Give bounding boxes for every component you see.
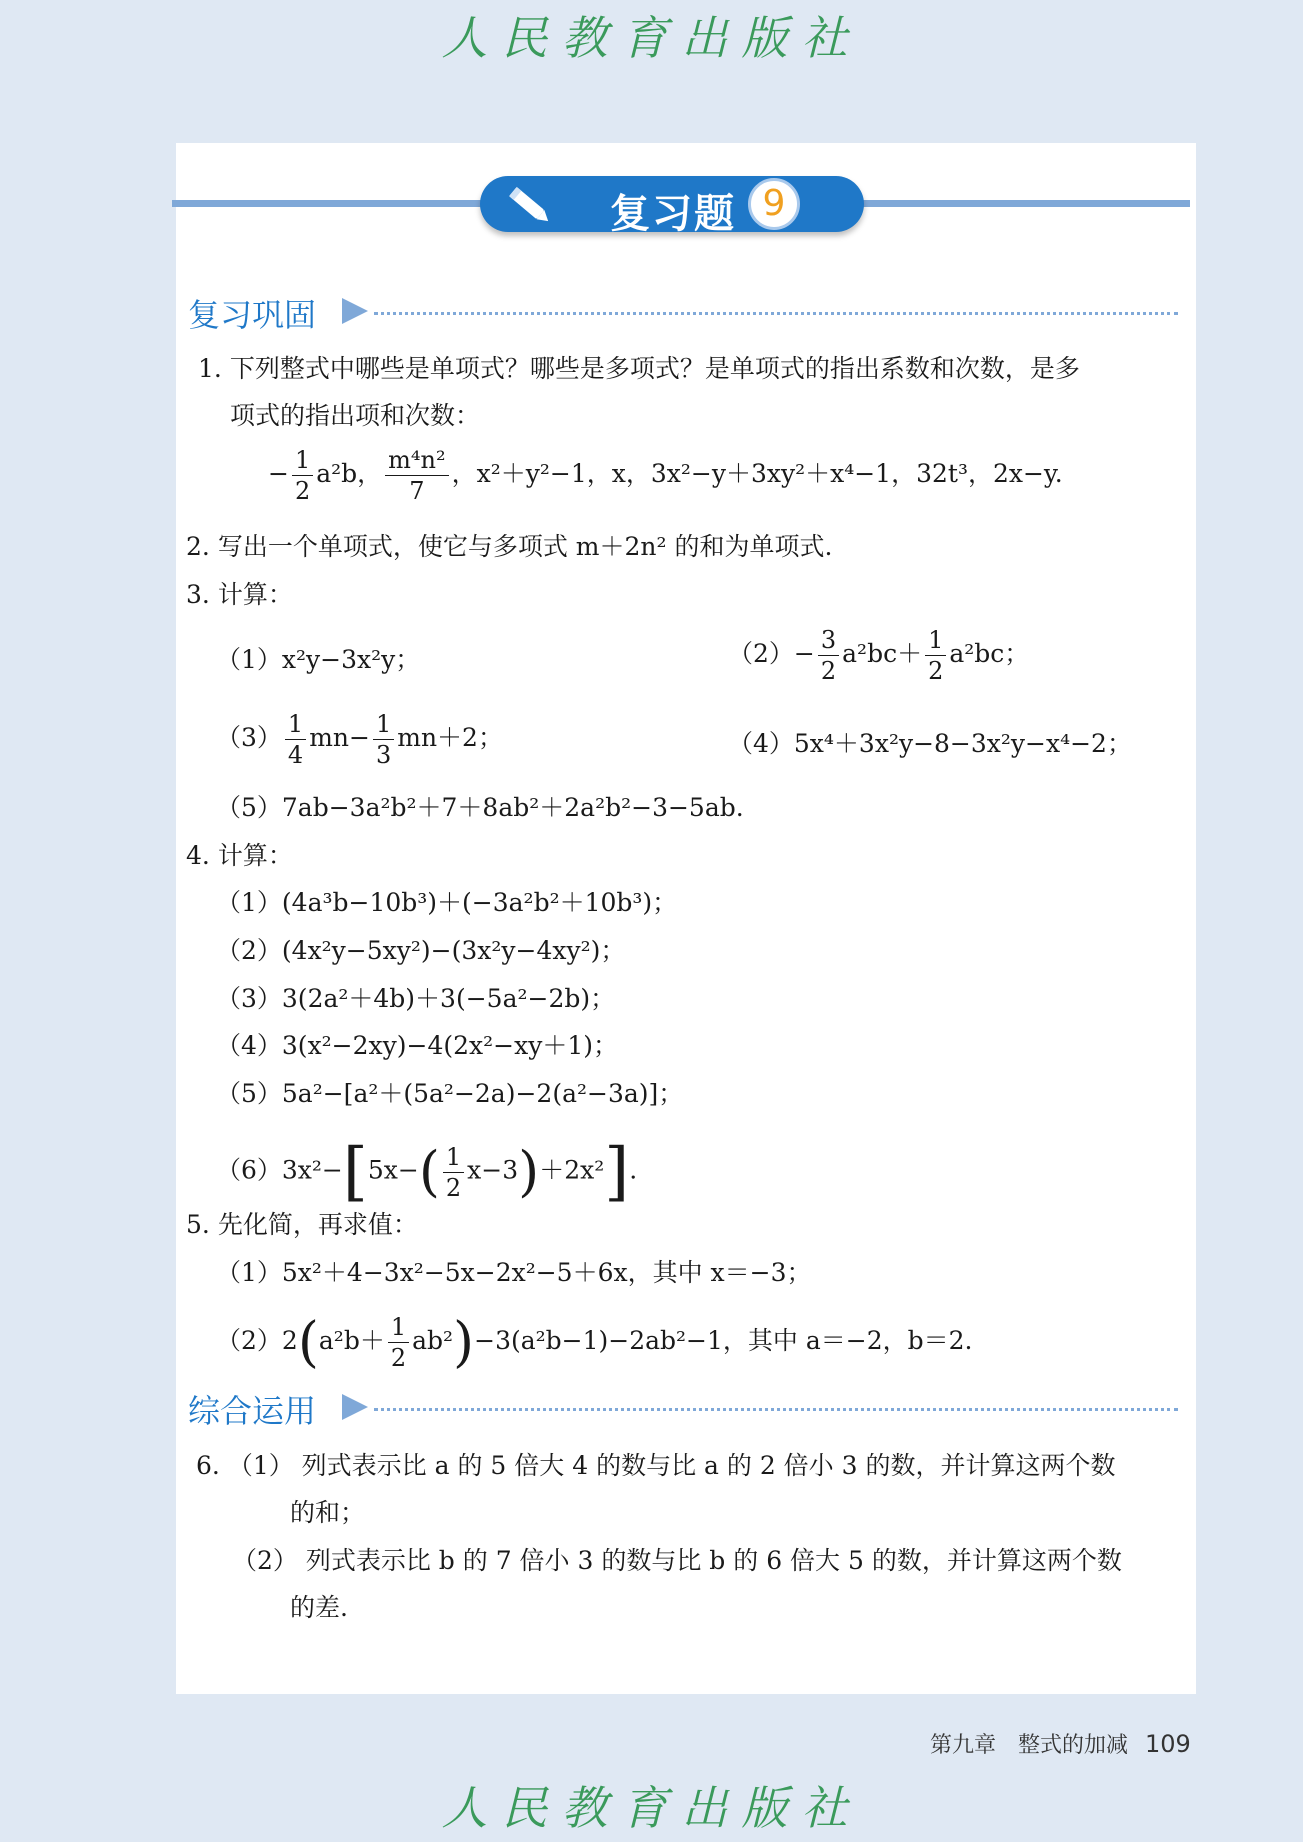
q6-part1-text2: 的和； <box>290 1498 366 1527</box>
exercise-number-badge: 9 <box>748 178 800 230</box>
q4-number: 4. <box>186 841 210 870</box>
open-bracket: [ <box>342 1135 368 1209</box>
fraction-denominator: 2 <box>445 1173 462 1202</box>
arrow-right-icon <box>340 1392 370 1426</box>
fraction-denominator: 3 <box>375 741 392 769</box>
publisher-watermark-top: 人民教育出版社 <box>441 11 862 65</box>
fraction <box>373 712 394 767</box>
q5-part2-label: （2）2 <box>216 1326 298 1355</box>
q3-heading-line <box>186 578 293 612</box>
fraction-numerator: m⁴n² <box>385 448 448 476</box>
q1-text-line2: 项式的指出项和次数： <box>230 401 481 430</box>
close-paren: ) <box>518 1140 540 1203</box>
q4-heading-line <box>186 839 293 873</box>
q3-part5: （5）7ab−3a²b²＋7＋8ab²＋2a²b²−3−5ab. <box>216 793 744 822</box>
fraction-numerator: 1 <box>925 628 946 656</box>
q4-part4: （4）3(x²−2xy)−4(2x²−xy＋1)； <box>216 1031 618 1060</box>
q1-text-line1: 下列整式中哪些是单项式？哪些是多项式？是单项式的指出系数和次数，是多 <box>229 354 1080 383</box>
section-apply <box>188 1386 1178 1434</box>
exercise-title-banner <box>480 176 864 237</box>
q4-part3: （3）3(2a²＋4b)＋3(−5a²−2b)； <box>216 984 616 1013</box>
q3-part4: （4）5x⁴＋3x²y−8−3x²y−x⁴−2； <box>728 729 1132 758</box>
fraction <box>385 448 448 503</box>
page-number: 109 <box>1145 1730 1191 1758</box>
q6-part2-label: （2） <box>232 1546 298 1575</box>
fraction-denominator: 2 <box>820 657 837 685</box>
fraction-numerator: 1 <box>388 1315 409 1343</box>
fraction-denominator: 2 <box>294 477 311 505</box>
q5-heading: 先化简，再求值： <box>217 1210 418 1239</box>
q4-part6-label: （6）3x²− <box>216 1155 343 1185</box>
fraction <box>443 1142 464 1202</box>
q5-part2-b: ab² <box>412 1326 454 1355</box>
q6-part1-line1 <box>196 1449 1115 1483</box>
fraction-denominator: 2 <box>390 1344 407 1372</box>
section-apply-title: 综合运用 <box>188 1392 317 1430</box>
q3-part2 <box>728 628 1029 683</box>
q3-heading: 计算： <box>217 580 293 609</box>
publisher-watermark-bottom: 人民教育出版社 <box>441 1781 862 1835</box>
q5-part1: （1）5x²＋4−3x²−5x−2x²−5＋6x，其中 x＝−3； <box>216 1258 812 1287</box>
q1-line1 <box>198 352 1080 386</box>
q6-number: 6. <box>196 1451 220 1480</box>
fraction <box>925 628 946 683</box>
pencil-icon <box>502 182 556 232</box>
q1-expr-a-tail: a²b， <box>316 459 383 488</box>
q4-part2: （2）(4x²y−5xy²)−(3x²y−4xy²)； <box>216 936 626 965</box>
arrow-right-icon <box>340 296 370 330</box>
q4-part1: （1）(4a³b−10b³)＋(−3a²b²＋10b³)； <box>216 888 678 917</box>
q1-number: 1. <box>198 354 222 383</box>
section-divider <box>374 312 1178 315</box>
q1-expr-rest: ，x²＋y²−1，x，3x²−y＋3xy²＋x⁴−1，32t³，2x−y. <box>451 459 1063 488</box>
exercise-title: 复习题 <box>610 191 736 237</box>
close-paren: ) <box>453 1310 475 1374</box>
q2-number: 2. <box>186 532 210 561</box>
q5-part2-tail: −3(a²b−1)−2ab²−1，其中 a＝−2，b＝2. <box>474 1326 973 1355</box>
fraction-numerator: 1 <box>292 448 313 476</box>
fraction-numerator: 1 <box>373 712 394 740</box>
q1-expressions <box>268 448 1063 503</box>
q5-heading-line <box>186 1208 418 1242</box>
q3-part2-tail: a²bc； <box>949 639 1030 668</box>
q6-part2-text1: 列式表示比 b 的 7 倍小 3 的数与比 b 的 6 倍大 5 的数，并计算这两个数 <box>305 1546 1122 1575</box>
q3-number: 3. <box>186 580 210 609</box>
q3-part1: （1）x²y−3x²y； <box>216 645 421 674</box>
fraction-denominator: 7 <box>409 477 425 505</box>
fraction <box>292 448 313 503</box>
fraction-numerator: 1 <box>285 712 306 740</box>
fraction-denominator: 2 <box>928 657 944 685</box>
q5-part2 <box>216 1310 973 1374</box>
q5-number: 5. <box>186 1210 210 1239</box>
q6-part1-text1: 列式表示比 a 的 5 倍大 4 的数与比 a 的 2 倍小 3 的数，并计算这两个数 <box>301 1451 1116 1480</box>
open-paren: ( <box>297 1310 319 1374</box>
q4-part6-end: . <box>629 1155 638 1185</box>
q4-part5: （5）5a²−[a²＋(5a²−2a)−2(a²−3a)]； <box>216 1079 684 1108</box>
q4-part6 <box>216 1135 638 1209</box>
q4-part6-c: ＋2x² <box>539 1155 605 1185</box>
q3-part2-mid: a²bc＋ <box>842 639 923 668</box>
fraction <box>388 1315 409 1370</box>
q2-line <box>186 530 832 564</box>
q6-part1-label: （1） <box>227 1451 294 1480</box>
chapter-title: 第九章 整式的加减 <box>930 1733 1129 1758</box>
q3-part3-label: （3） <box>216 723 282 752</box>
page-footer <box>930 1728 1191 1759</box>
q3-part3-mid: mn− <box>309 723 370 752</box>
fraction-numerator: 3 <box>818 628 839 656</box>
q3-part2-label: （2）− <box>728 639 815 668</box>
section-divider <box>374 1408 1178 1411</box>
q6-part2-text2: 的差. <box>290 1593 348 1622</box>
q1-expr-a-sign: − <box>268 459 289 488</box>
q5-part2-a: a²b＋ <box>318 1326 385 1355</box>
fraction <box>818 628 839 683</box>
fraction-denominator: 4 <box>287 741 304 769</box>
q6-part2-line1 <box>232 1544 1122 1578</box>
open-paren: ( <box>418 1140 440 1203</box>
section-review <box>188 290 1178 338</box>
close-bracket: ] <box>604 1135 630 1209</box>
q3-part3-tail: mn＋2； <box>397 723 503 752</box>
q4-part6-a: 5x− <box>367 1155 419 1185</box>
q3-part3 <box>216 712 503 767</box>
q4-heading: 计算： <box>217 841 293 870</box>
fraction <box>285 712 306 767</box>
section-review-title: 复习巩固 <box>188 296 317 334</box>
fraction-numerator: 1 <box>443 1145 464 1173</box>
q2-text: 写出一个单项式，使它与多项式 m＋2n² 的和为单项式. <box>217 532 833 561</box>
q4-part6-b: x−3 <box>467 1155 519 1185</box>
